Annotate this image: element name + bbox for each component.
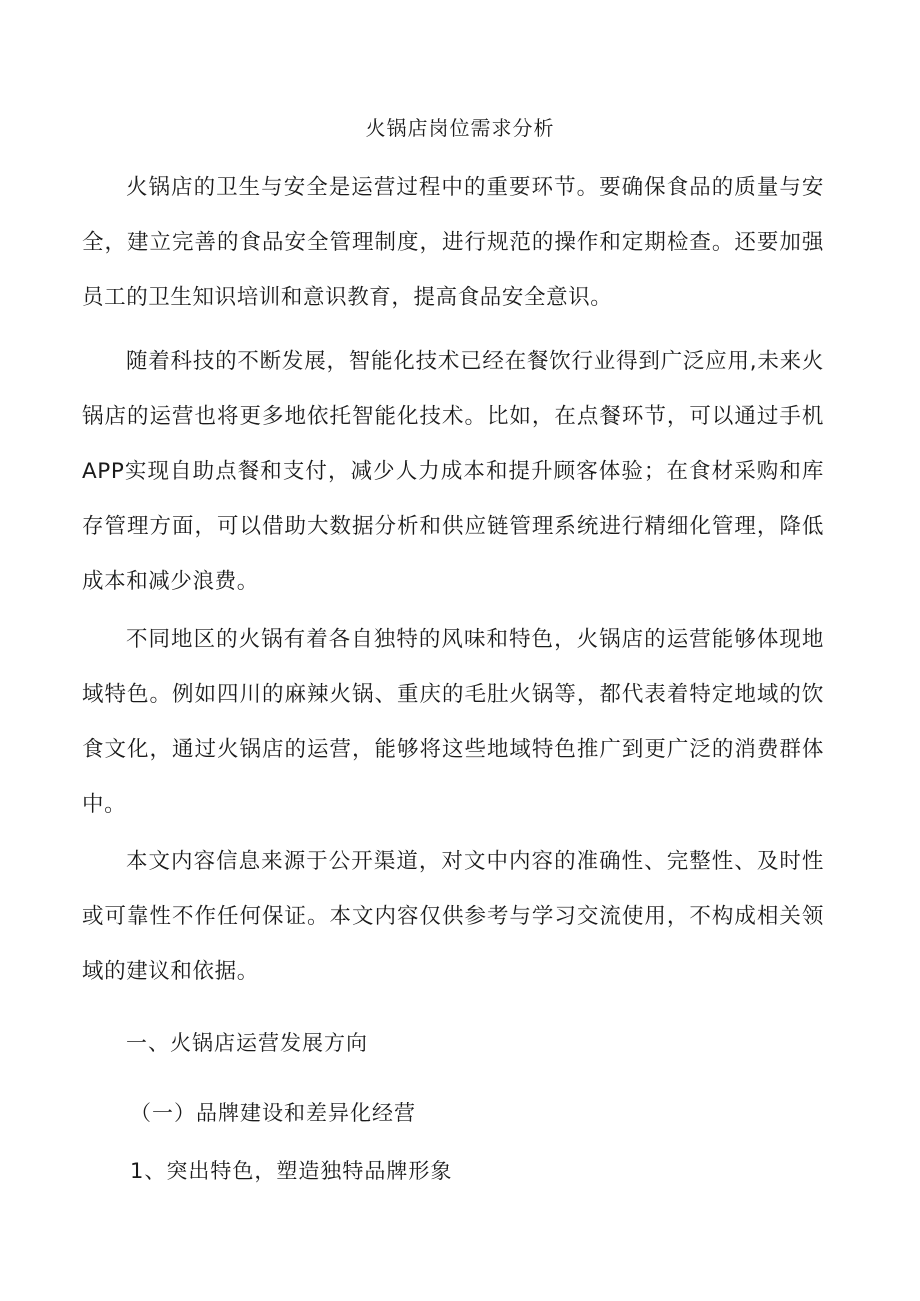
section-heading: 一、火锅店运营发展方向 bbox=[126, 1031, 368, 1055]
paragraph-smart-technology: 随着科技的不断发展，智能化技术已经在餐饮行业得到广泛应用,未来火锅店的运营也将更多地依托智能化技术。比如，在点餐环节，可以通过手机APP实现自助点餐和支付，减少人力成本和提升顾客体验；在食材采购和库存管理方面，可以借助大数据分析和供应链管理系统进行精细化管理，降低成本和减少浪费。 bbox=[82, 349, 824, 594]
document-title: 火锅店岗位需求分析 bbox=[365, 116, 555, 140]
paragraph-disclaimer: 本文内容信息来源于公开渠道，对文中内容的准确性、完整性、及时性或可靠性不作任何保证。本文内容仅供参考与学习交流使用，不构成相关领域的建议和依据。 bbox=[82, 849, 824, 984]
item-heading: 1、突出特色，塑造独特品牌形象 bbox=[130, 1159, 453, 1183]
paragraph-hygiene-safety: 火锅店的卫生与安全是运营过程中的重要环节。要确保食品的质量与安全，建立完善的食品安全管理制度，进行规范的操作和定期检查。还要加强员工的卫生知识培训和意识教育，提高食品安全意识。 bbox=[82, 175, 824, 310]
paragraph-regional-features: 不同地区的火锅有着各自独特的风味和特色，火锅店的运营能够体现地域特色。例如四川的麻辣火锅、重庆的毛肚火锅等，都代表着特定地域的饮食文化，通过火锅店的运营，能够将这些地域特色推广到更广泛的消费群体中。 bbox=[82, 627, 824, 817]
subsection-heading: （一）品牌建设和差异化经营 bbox=[130, 1101, 416, 1125]
